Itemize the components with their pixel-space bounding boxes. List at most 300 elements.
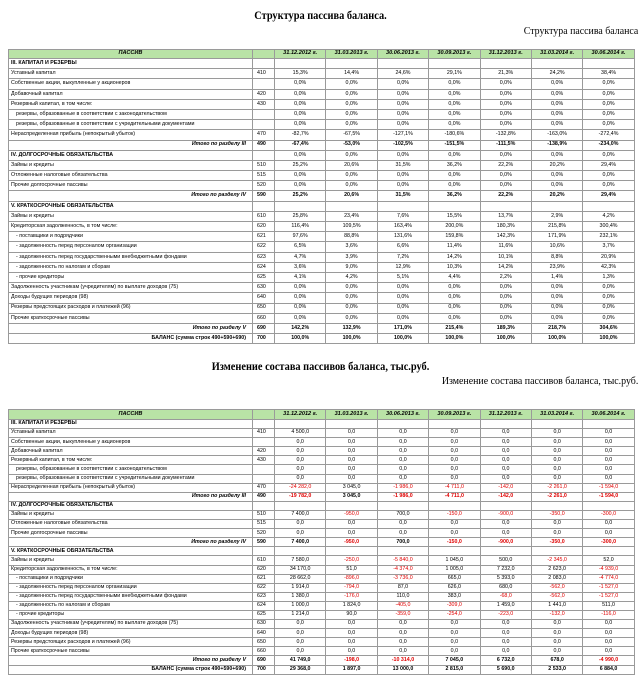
table-row [9,89,635,99]
row-label: - задолженность перед государственными внебюджетными фондами [9,252,253,262]
cell-value: 51,0 [326,565,377,574]
cell-value: 0,0 [326,647,377,656]
cell-value [531,59,582,69]
cell-value: 2,9% [531,211,582,221]
cell-value: 11,6% [480,242,531,252]
table-row [9,222,635,232]
cell-value: 0,0% [429,109,480,119]
cell-value: 0,0 [326,438,377,447]
cell-value: 0,0% [531,89,582,99]
subtotal-row [9,538,635,547]
row-label: V. КРАТКОСРОЧНЫЕ ОБЯЗАТЕЛЬСТВА [9,201,253,211]
cell-value: 90,0 [326,610,377,619]
cell-value: 7 232,0 [480,565,531,574]
cell-value: 0,0% [480,150,531,160]
cell-value [531,547,582,556]
cell-value: 171,0% [377,323,428,333]
row-code [253,501,275,510]
table-row [9,629,635,638]
cell-value: 0,0 [326,629,377,638]
cell-value [429,501,480,510]
header-date: 30.06.2014 г. [583,410,634,420]
cell-value: -272,4% [583,130,634,140]
row-label: Кредиторская задолженность, в том числе: [9,565,253,574]
cell-value: 2,2% [480,272,531,282]
row-label: Уставный капитал [9,429,253,438]
table-row [9,465,635,474]
cell-value: 0,0% [326,79,377,89]
cell-value: 1 045,0 [429,556,480,565]
table-row [9,429,635,438]
cell-value: 142,2% [275,323,326,333]
cell-value: 0,0 [531,465,582,474]
cell-value: 0,0% [583,120,634,130]
cell-value: 3,7% [583,242,634,252]
table-row [9,638,635,647]
table-header-row [9,410,635,420]
cell-value: 14,2% [480,262,531,272]
row-label: V. КРАТКОСРОЧНЫЕ ОБЯЗАТЕЛЬСТВА [9,547,253,556]
header-date: 30.06.2014 г. [583,50,634,59]
cell-value: 2 083,0 [531,574,582,583]
cell-value: 0,0% [429,313,480,323]
header-date: 30.06.2013 г. [377,50,428,59]
row-label: Задолженность участникам (учредителям) по выплате доходов (75) [9,620,253,629]
cell-value: 0,0 [326,429,377,438]
cell-value: -151,5% [429,140,480,150]
row-code [253,547,275,556]
cell-value: -950,0 [326,510,377,519]
cell-value: 0,0% [531,293,582,303]
cell-value: -4 711,0 [429,483,480,492]
cell-value: -300,0 [583,538,634,547]
cell-value: 0,0 [480,638,531,647]
cell-value: 97,6% [275,232,326,242]
table-row [9,620,635,629]
cell-value: 0,0% [326,171,377,181]
cell-value: 0,0 [429,629,480,638]
cell-value: 0,0% [583,79,634,89]
cell-value: 0,0 [429,647,480,656]
header-passive: ПАССИВ [9,50,253,59]
cell-value: 0,0% [480,303,531,313]
cell-value: 0,0% [429,89,480,99]
cell-value: 0,0 [429,456,480,465]
cell-value: -1 594,0 [583,483,634,492]
cell-value: 0,0 [531,629,582,638]
cell-value: 0,0 [583,647,634,656]
cell-value: -132,8% [480,130,531,140]
cell-value: 0,0% [326,313,377,323]
table-row [9,283,635,293]
cell-value: -10 314,0 [377,656,428,665]
row-code: 420 [253,89,275,99]
row-label: Собственные акции, выкупленные у акционеров [9,438,253,447]
row-label: Прочие краткосрочные пассивы [9,313,253,323]
cell-value: -562,0 [531,583,582,592]
cell-value: 0,0% [377,181,428,191]
cell-value: 25,8% [275,211,326,221]
cell-value: 10,1% [480,252,531,262]
row-label: Резервный капитал, в том числе: [9,99,253,109]
table-row [9,272,635,282]
row-label: Займы и кредиты [9,160,253,170]
cell-value: 171,9% [531,232,582,242]
cell-value: -350,0 [531,538,582,547]
table-row [9,647,635,656]
cell-value: -5 840,0 [377,556,428,565]
cell-value: 0,0 [377,474,428,483]
section-row [9,420,635,429]
cell-value: 0,0 [583,638,634,647]
cell-value: -111,5% [480,140,531,150]
cell-value: 0,0 [531,456,582,465]
cell-value: -1 986,0 [377,492,428,501]
cell-value: 4,1% [275,272,326,282]
cell-value: -1 527,0 [583,583,634,592]
cell-value: 0,0 [583,620,634,629]
cell-value: -359,0 [377,610,428,619]
cell-value: -24 282,0 [275,483,326,492]
cell-value: 0,0 [275,474,326,483]
row-code: 700 [253,334,275,344]
cell-value: 0,0 [531,620,582,629]
cell-value: 0,0 [377,638,428,647]
subtotal-row [9,323,635,333]
row-code: 520 [253,529,275,538]
table-row [9,529,635,538]
cell-value: 8,8% [531,252,582,262]
row-label: Добавочный капитал [9,447,253,456]
cell-value: 0,0% [480,313,531,323]
cell-value: 100,0% [275,334,326,344]
cell-value: 14,4% [326,69,377,79]
cell-value: 0,0% [429,303,480,313]
cell-value: -116,0 [583,610,634,619]
row-label: - задолженность перед персоналом организации [9,242,253,252]
section-row [9,547,635,556]
cell-value: 0,0 [583,447,634,456]
cell-value: -68,0 [480,592,531,601]
cell-value: 36,2% [429,191,480,201]
header-date: 31.12.2013 г. [480,50,531,59]
row-code [253,59,275,69]
row-code [253,438,275,447]
cell-value: 100,0% [480,334,531,344]
cell-value: 0,0% [377,313,428,323]
cell-value: -1 594,0 [583,492,634,501]
cell-value: 24,2% [531,69,582,79]
cell-value: 5 393,0 [480,574,531,583]
header-date: 31.03.2013 г. [326,50,377,59]
row-code: 410 [253,429,275,438]
cell-value: 29,4% [583,160,634,170]
row-code: 624 [253,262,275,272]
cell-value: 20,6% [326,160,377,170]
cell-value [480,420,531,429]
cell-value: 680,0 [480,583,531,592]
cell-value [480,59,531,69]
cell-value: 0,0 [377,647,428,656]
structure-title: Структура пассива баланса. [254,10,387,22]
cell-value: 300,4% [583,222,634,232]
cell-value: 0,0% [480,99,531,109]
header-date: 31.12.2012 г. [275,50,326,59]
cell-value: 6 732,0 [480,656,531,665]
cell-value: 1,4% [531,272,582,282]
cell-value: 29 368,0 [275,665,326,674]
cell-value: 215,8% [531,222,582,232]
cell-value: -950,0 [326,538,377,547]
cell-value: 0,0% [275,79,326,89]
cell-value [531,501,582,510]
cell-value: 0,0% [531,150,582,160]
cell-value: -180,6% [429,130,480,140]
row-label: резервы, образованные в соответствии с учредительными документами [9,474,253,483]
cell-value: 0,0 [480,474,531,483]
header-date: 31.12.2013 г. [480,410,531,420]
cell-value: -350,0 [531,510,582,519]
cell-value: 0,0% [275,283,326,293]
table-row [9,303,635,313]
structure-subtitle: Структура пассива баланса [523,25,638,37]
row-label: Кредиторская задолженность, в том числе: [9,222,253,232]
cell-value [429,547,480,556]
header-date: 31.03.2014 г. [531,410,582,420]
cell-value: 10,6% [531,242,582,252]
cell-value: -132,0 [531,610,582,619]
cell-value: 0,0% [326,303,377,313]
cell-value: -4 939,0 [583,565,634,574]
row-code: 490 [253,492,275,501]
row-code: 515 [253,520,275,529]
table-row [9,520,635,529]
cell-value: 0,0 [480,429,531,438]
cell-value [326,59,377,69]
cell-value: 0,0% [326,109,377,119]
cell-value: 2 815,0 [429,665,480,674]
cell-value: 0,0 [480,629,531,638]
table-row [9,252,635,262]
subtotal-row [9,492,635,501]
cell-value: 0,0% [429,79,480,89]
row-label: - прочие кредиторы [9,272,253,282]
cell-value: 0,0 [429,638,480,647]
cell-value: 0,0% [429,293,480,303]
table-row [9,601,635,610]
cell-value: 0,0 [377,438,428,447]
cell-value: 0,0% [377,150,428,160]
cell-value: 116,4% [275,222,326,232]
cell-value: 1 380,0 [275,592,326,601]
cell-value [377,201,428,211]
row-label: резервы, образованные в соответствии с учредительными документами [9,120,253,130]
subtotal-row [9,656,635,665]
table-row [9,483,635,492]
row-label: III. КАПИТАЛ И РЕЗЕРВЫ [9,420,253,429]
cell-value: 700,0 [377,538,428,547]
row-code: 620 [253,222,275,232]
row-label: Итого по разделу IV [9,191,253,201]
cell-value: 0,0% [429,283,480,293]
header-date: 30.09.2013 г. [429,410,480,420]
cell-value: 13,7% [480,211,531,221]
cell-value: 0,0 [429,465,480,474]
cell-value [377,59,428,69]
cell-value: 0,0 [429,438,480,447]
cell-value: 0,0 [326,638,377,647]
table-row [9,592,635,601]
cell-value [583,420,634,429]
cell-value: 163,4% [377,222,428,232]
cell-value: 0,0 [531,474,582,483]
cell-value: 0,0 [531,647,582,656]
cell-value: 4,4% [429,272,480,282]
cell-value: -102,5% [377,140,428,150]
cell-value: 0,0 [480,520,531,529]
cell-value: 1 005,0 [429,565,480,574]
cell-value: 20,2% [531,160,582,170]
cell-value: 0,0 [275,465,326,474]
cell-value: 1 000,0 [275,601,326,610]
header-date: 31.03.2013 г. [326,410,377,420]
row-label: Отложенные налоговые обязательства [9,171,253,181]
row-label: Резервы предстоящих расходов и платежей (96) [9,303,253,313]
cell-value: -163,0% [531,130,582,140]
cell-value: -53,0% [326,140,377,150]
cell-value: 7,2% [377,252,428,262]
header-code [253,410,275,420]
cell-value: 25,2% [275,160,326,170]
cell-value: 1 897,0 [326,665,377,674]
cell-value: 0,0 [480,620,531,629]
cell-value: 20,9% [583,252,634,262]
row-code: 630 [253,283,275,293]
table-row [9,211,635,221]
row-label: - поставщики и подрядчики [9,574,253,583]
row-label: БАЛАНС (сумма строк 490+590+690) [9,334,253,344]
cell-value: 0,0 [480,438,531,447]
cell-value: 0,0% [429,181,480,191]
table-row [9,120,635,130]
row-label: Итого по разделу V [9,323,253,333]
cell-value: 0,0% [326,293,377,303]
cell-value [429,201,480,211]
cell-value: -82,7% [275,130,326,140]
cell-value: 0,0% [275,150,326,160]
cell-value: 0,0 [583,465,634,474]
cell-value: 0,0% [326,99,377,109]
cell-value: 109,5% [326,222,377,232]
cell-value: 0,0% [583,150,634,160]
cell-value: 0,0 [531,529,582,538]
row-label: - поставщики и подрядчики [9,232,253,242]
cell-value: 0,0% [275,303,326,313]
cell-value: -2 345,0 [531,556,582,565]
cell-value: -300,0 [583,510,634,519]
cell-value: 0,0 [377,629,428,638]
cell-value: 23,4% [326,211,377,221]
cell-value [480,501,531,510]
cell-value: 0,0% [377,171,428,181]
cell-value: 0,0 [429,520,480,529]
row-code: 510 [253,510,275,519]
cell-value: 0,0% [531,120,582,130]
cell-value: 0,0 [377,447,428,456]
cell-value [377,420,428,429]
cell-value [531,201,582,211]
cell-value: 0,0 [377,465,428,474]
cell-value: 52,0 [583,556,634,565]
cell-value: 3 045,0 [326,483,377,492]
cell-value: -562,0 [531,592,582,601]
row-code: 625 [253,610,275,619]
row-code: 621 [253,232,275,242]
cell-value: 215,4% [429,323,480,333]
row-label: резервы, образованные в соответствии с законодательством [9,109,253,119]
cell-value: 678,0 [531,656,582,665]
row-label: Итого по разделу III [9,140,253,150]
section-row [9,59,635,69]
cell-value: 29,4% [583,191,634,201]
cell-value: 0,0% [275,120,326,130]
cell-value: -4 774,0 [583,574,634,583]
row-code: 621 [253,574,275,583]
table-row [9,130,635,140]
cell-value: 700,0 [377,510,428,519]
cell-value: -2 261,0 [531,492,582,501]
cell-value: 5 690,0 [480,665,531,674]
cell-value [275,547,326,556]
table-row [9,474,635,483]
cell-value [480,201,531,211]
cell-value: 0,0% [480,293,531,303]
cell-value: 0,0% [275,181,326,191]
cell-value: 4,2% [326,272,377,282]
cell-value: 0,0 [326,529,377,538]
row-label: резервы, образованные в соответствии с законодательством [9,465,253,474]
row-code: 420 [253,447,275,456]
cell-value: 31,5% [377,160,428,170]
row-label: Нераспределенная прибыль (непокрытый убыток) [9,130,253,140]
row-code: 620 [253,565,275,574]
cell-value: 0,0% [480,89,531,99]
row-code [253,201,275,211]
cell-value: 304,6% [583,323,634,333]
cell-value: 0,0 [377,529,428,538]
cell-value [377,547,428,556]
row-code: 650 [253,303,275,313]
cell-value: 4 500,0 [275,429,326,438]
cell-value: 0,0% [326,181,377,191]
cell-value: 626,0 [429,583,480,592]
cell-value: 0,0% [275,89,326,99]
cell-value: 15,5% [429,211,480,221]
cell-value [275,59,326,69]
cell-value: 0,0 [275,520,326,529]
cell-value: 200,0% [429,222,480,232]
cell-value [531,420,582,429]
cell-value: 100,0% [326,334,377,344]
cell-value: 0,0% [583,89,634,99]
cell-value: 0,0 [583,629,634,638]
cell-value: 383,0 [429,592,480,601]
row-label: Займы и кредиты [9,556,253,565]
cell-value: 665,0 [429,574,480,583]
cell-value: 0,0% [275,293,326,303]
cell-value: 0,0% [480,181,531,191]
liabilities-structure-table [8,49,635,344]
